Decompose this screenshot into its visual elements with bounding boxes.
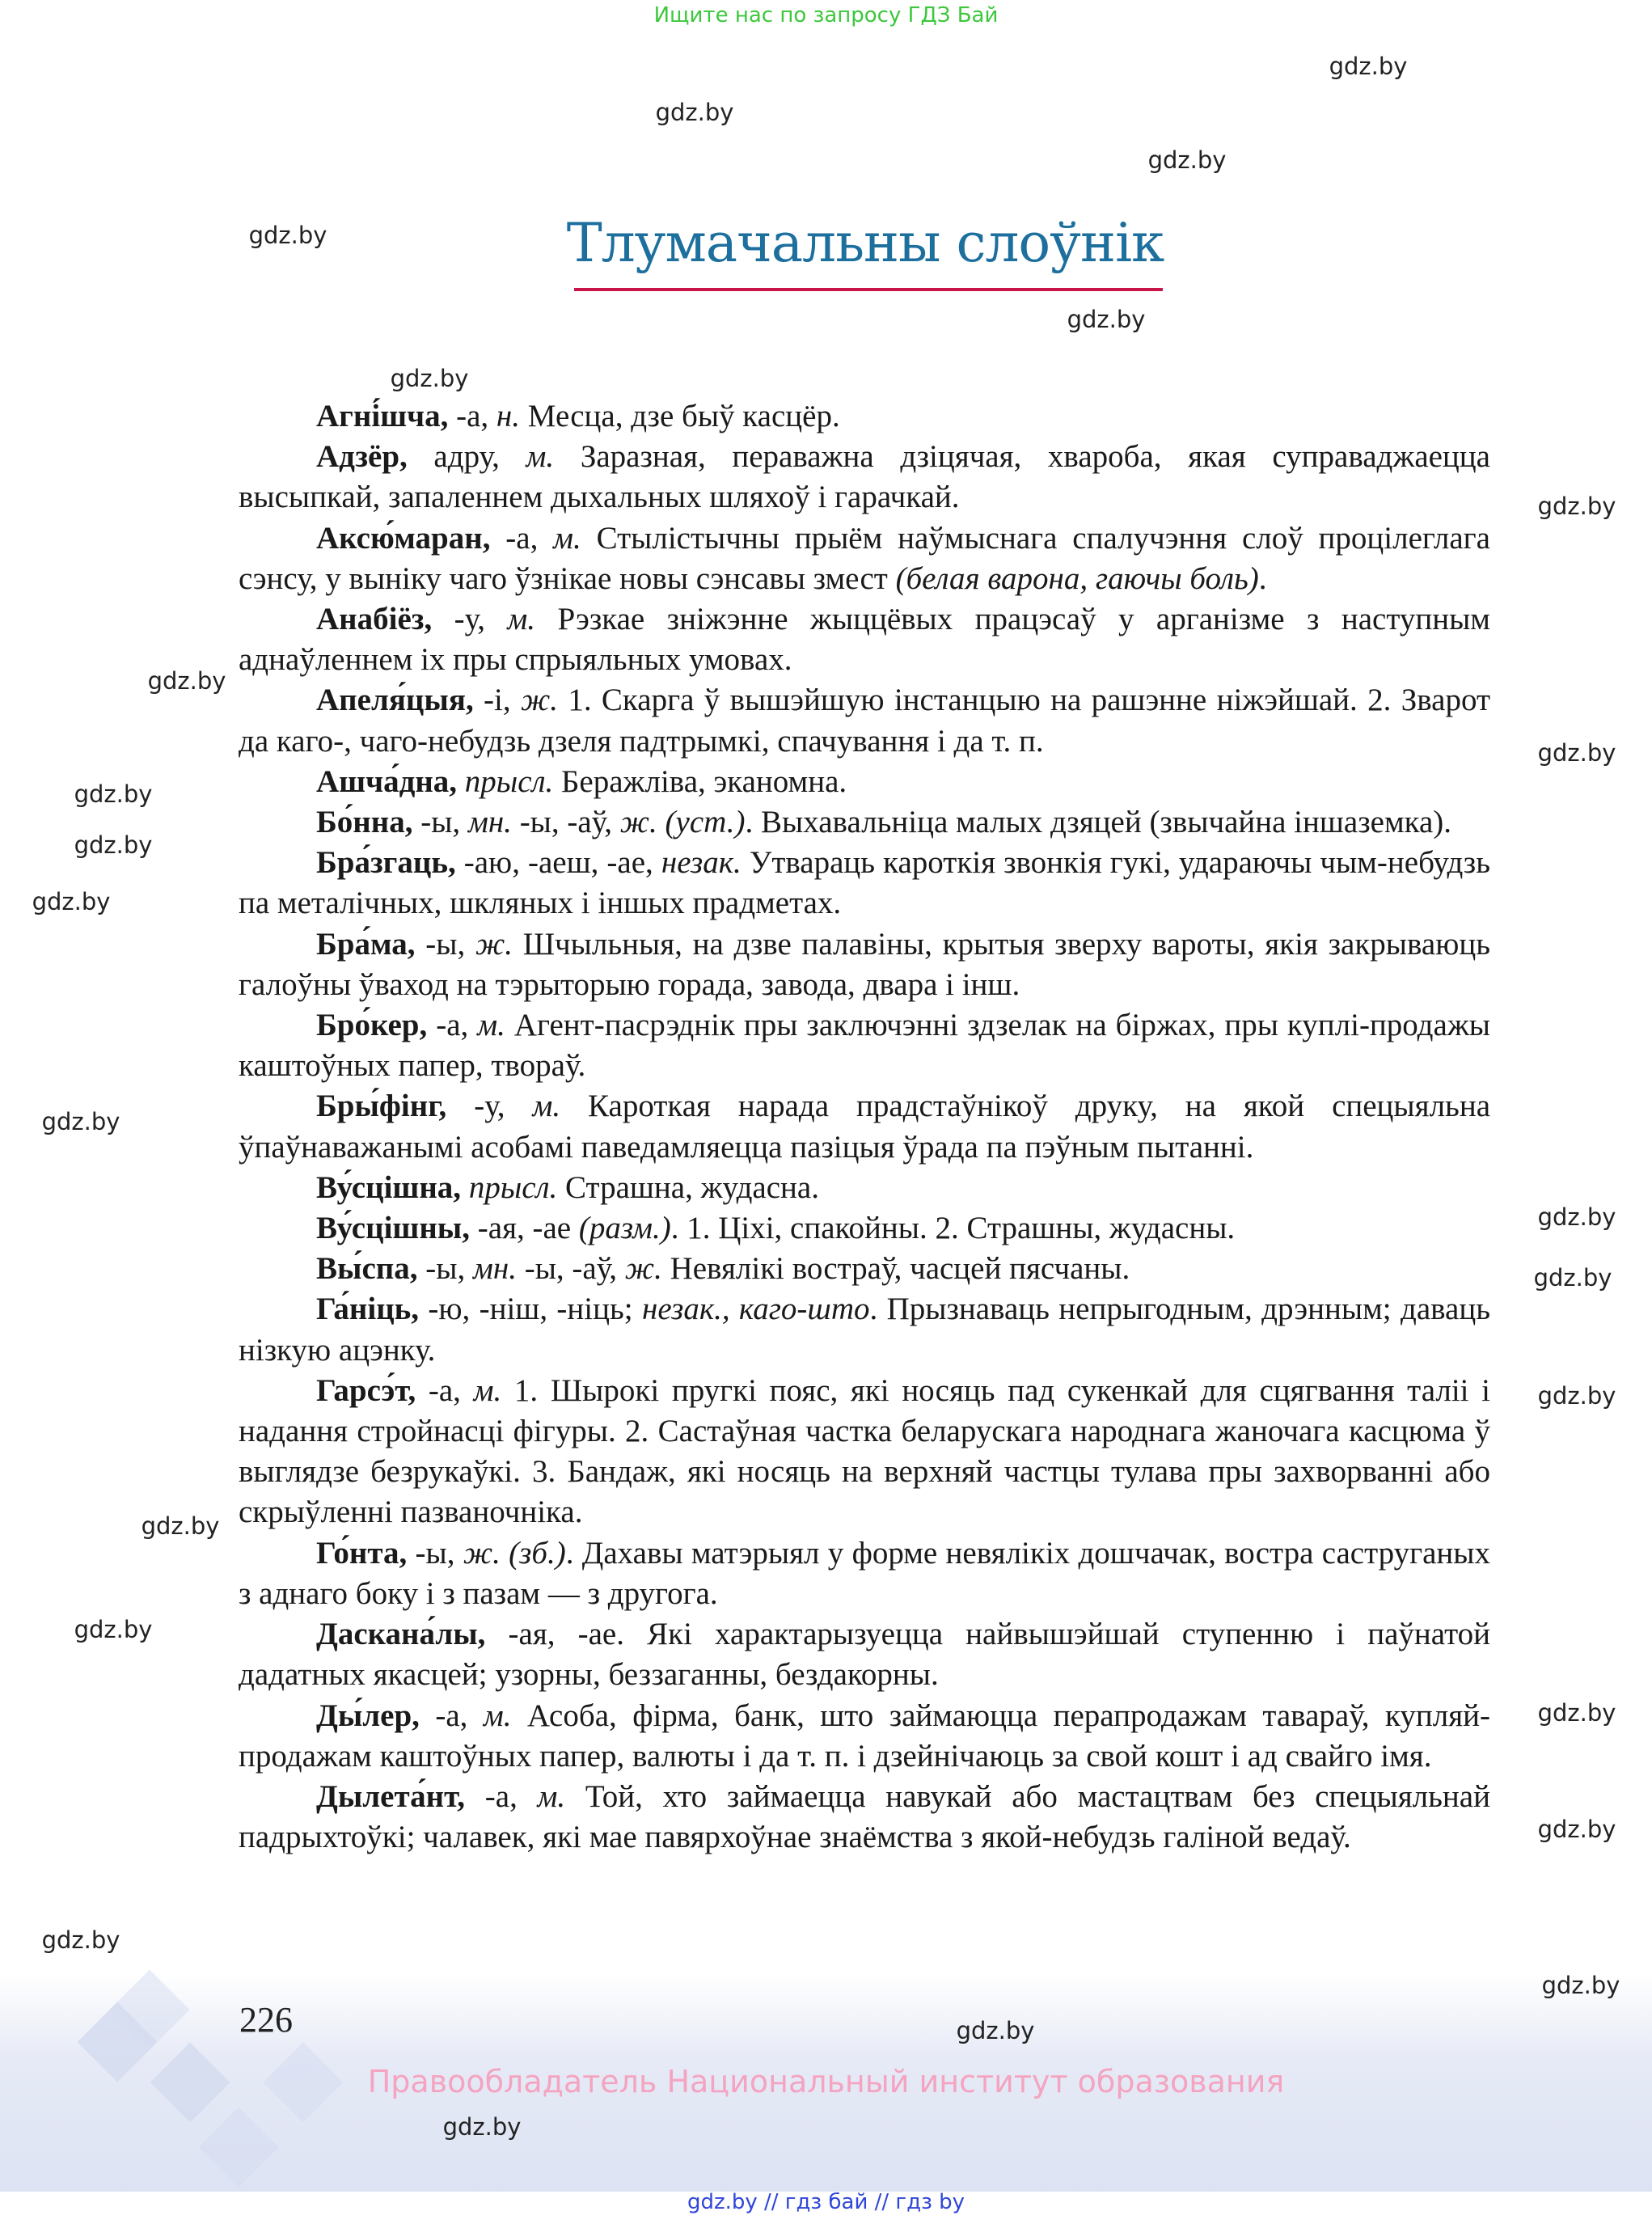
dictionary-entry — [239, 1086, 1490, 1167]
entry-text: . — [1258, 560, 1267, 596]
watermark: gdz.by — [147, 667, 226, 695]
entry-grammar-note: (белая варона, гаючы боль) — [895, 560, 1259, 596]
dictionary-entry — [239, 1696, 1490, 1777]
dictionary-entry — [239, 1005, 1490, 1086]
entry-grammar-note: ж. — [624, 1251, 662, 1287]
entry-grammar-note: мн. — [467, 805, 512, 840]
entry-headword: Га́ніць, — [316, 1292, 420, 1327]
watermark: gdz.by — [1537, 1699, 1616, 1727]
entry-text: Невялікі востраў, часцей пясчаны. — [661, 1251, 1130, 1287]
entry-headword: Гарсэ́т, — [316, 1372, 416, 1408]
watermark: gdz.by — [41, 1926, 120, 1954]
entry-text: -ы, — [417, 1251, 473, 1287]
watermark: gdz.by — [1537, 493, 1616, 520]
entry-headword: Бо́нна, — [316, 805, 413, 840]
entry-headword: Апеля́цыя, — [316, 683, 474, 718]
dictionary-entry — [239, 762, 1490, 802]
dictionary-entry — [239, 437, 1490, 518]
entry-grammar-note: прысл. — [468, 1169, 558, 1205]
entry-headword: Дылета́нт, — [316, 1778, 466, 1814]
entry-headword: Даскана́лы, — [316, 1617, 486, 1652]
watermark: gdz.by — [1533, 1264, 1612, 1292]
dictionary-entry — [239, 518, 1490, 599]
entry-headword: Ву́сцішна, — [316, 1169, 462, 1205]
entry-text: . 1. Ціхі, спакойны. 2. Страшны, жудасны. — [670, 1211, 1236, 1246]
copyright-notice: Правообладатель Национальный институт образования — [367, 2064, 1285, 2099]
entry-headword: Бро́кер, — [316, 1008, 428, 1043]
entry-headword: Го́нта, — [316, 1535, 408, 1571]
entry-text: Кароткая нарада прадстаўнікоў друку, на якой спецыяльна ўпаўнаважанымі асобамі паведамляецца пазіцыя ўрада па пэўным пытанні. — [239, 1089, 1491, 1165]
entry-text: . Дахавы матэрыял у форме невялікіх дошчачак, востра саструганых з аднаго боку і з пазам — з другога. — [239, 1535, 1490, 1611]
entry-text: -а, — [490, 520, 554, 556]
entry-text: Шчыльныя, на дзве палавіны, крытыя зверху вароты, якія закрываюць галоўны ўваход на тэрыторыю горада, завода, двара і інш. — [239, 926, 1490, 1002]
entry-grammar-note: ж. — [520, 683, 558, 718]
watermark: gdz.by — [32, 888, 111, 915]
entry-text: . Выхавальніца малых дзяцей (звычайна іншаземка). — [745, 805, 1452, 840]
dictionary-entry — [239, 1371, 1490, 1533]
entry-text: Страшна, жудасна. — [557, 1169, 819, 1205]
entry-text: Месца, дзе быў касцёр. — [520, 399, 840, 433]
watermark: gdz.by — [1147, 146, 1227, 174]
entry-text: -а, — [419, 1698, 484, 1733]
entry-grammar-note: незак. — [661, 845, 741, 881]
dictionary-entry — [239, 680, 1490, 761]
entry-text: Утвараць кароткія звонкія гукі, удараючы чым-небудзь па металічных, шкляных і іншых прадметах. — [239, 845, 1490, 921]
dictionary-entry — [239, 1777, 1490, 1858]
entry-grammar-note: ж. — [475, 926, 513, 962]
entry-grammar-note: м. — [507, 602, 536, 637]
entry-text: -ы, — [412, 805, 468, 840]
entry-headword: Адзёр, — [316, 439, 408, 475]
entry-text: -і, — [473, 683, 521, 718]
entry-text: -ая, -ае. Які характарызуецца найвышэйшай ступенню і паўнатой дадатных якасцей; узорны, беззаганны, бездакорны. — [239, 1617, 1490, 1693]
watermark: gdz.by — [141, 1512, 220, 1540]
entry-text: -у, — [446, 1089, 533, 1124]
entry-grammar-note: прысл. — [464, 763, 554, 799]
dictionary-entry — [239, 802, 1490, 843]
entry-headword: Ды́лер, — [316, 1698, 420, 1733]
entry-headword: Агні́шча, — [316, 399, 449, 433]
watermark: gdz.by — [1067, 306, 1146, 333]
watermark: gdz.by — [248, 222, 327, 249]
entry-grammar-note: м. — [553, 520, 581, 556]
entry-text: -ы, -аў, — [511, 805, 620, 840]
entry-text: 1. Шырокі пругкі пояс, які носяць пад сукенкай для сцягвання таліі і надання стройнасці фігуры. 2. Састаўная частка беларускага народнага жаночага касцюма ў выглядзе безрукаўкі. 3. Бандаж, які носяць на верхняй частцы тулава пры захворванні або скрыўленні пазваночніка. — [239, 1372, 1490, 1530]
entry-headword: Ву́сцішны, — [316, 1211, 471, 1246]
entry-text: -аю, -аеш, -ае, — [455, 845, 661, 881]
dictionary-entry — [239, 924, 1490, 1005]
entry-text: -а, — [416, 1372, 474, 1408]
dictionary-entry — [239, 843, 1490, 924]
entry-headword: Вы́спа, — [316, 1251, 418, 1287]
watermark: gdz.by — [74, 831, 153, 859]
watermark: gdz.by — [956, 2017, 1035, 2044]
dictionary-entries — [239, 396, 1490, 1858]
entry-text: -ы, — [407, 1535, 463, 1571]
entry-text: Заразная, пераважна дзіцячая, хвароба, якая суправаджаецца высыпкай, запаленнем дыхальных шляхоў і гарачкай. — [239, 439, 1490, 515]
watermark: gdz.by — [1541, 1972, 1620, 1999]
watermark: gdz.by — [1537, 739, 1616, 767]
entry-headword: Аксю́маран, — [316, 520, 491, 556]
entry-text — [461, 1170, 469, 1205]
entry-text: Стылістычны прыём наўмыснага спалучэння слоў процілеглага сэнсу, у выніку чаго ўзнікае новы сэнсавы змест — [239, 520, 1490, 596]
entry-grammar-note: ж. (уст.) — [619, 805, 746, 840]
watermark: gdz.by — [74, 780, 153, 808]
entry-text: -у, — [432, 602, 508, 637]
watermark: gdz.by — [41, 1108, 120, 1135]
entry-grammar-note: ж. (зб.) — [463, 1535, 566, 1571]
watermark: gdz.by — [1329, 53, 1408, 80]
footer-links[interactable]: gdz.by // гдз бай // гдз by — [687, 2190, 965, 2214]
dictionary-entry — [239, 1168, 1490, 1208]
entry-text: -ы, -аў, — [516, 1251, 625, 1287]
dictionary-entry — [239, 1208, 1490, 1249]
entry-grammar-note: мн. — [472, 1251, 517, 1287]
entry-grammar-note: м. — [526, 439, 555, 475]
entry-grammar-note: м. — [532, 1089, 561, 1124]
entry-text: Той, хто займаецца навукай або мастацтвам без спецыяльнай падрыхтоўкі; чалавек, які мае павярхоўнае знаёмства з якой-небудзь галіной ведаў. — [239, 1778, 1490, 1855]
entry-text: Беражліва, эканомна. — [553, 763, 847, 799]
entry-headword: Анабіёз, — [316, 602, 433, 637]
entry-text: Асоба, фірма, банк, што займаюцца перапродажам тавараў, купляй-продажам каштоўных папер, валюты і да т. п. і дзейнічаюць за свой кошт і ад свайго імя. — [239, 1698, 1490, 1774]
watermark: gdz.by — [74, 1616, 153, 1643]
entry-text — [457, 764, 465, 799]
watermark: gdz.by — [390, 365, 469, 392]
entry-grammar-note: н. — [496, 399, 521, 433]
entry-grammar-note: незак., каго-што — [641, 1292, 870, 1327]
entry-headword: Бра́згаць, — [316, 845, 456, 881]
watermark: gdz.by — [1537, 1816, 1616, 1843]
entry-grammar-note: м. — [473, 1372, 502, 1408]
dictionary-entry — [239, 599, 1490, 680]
watermark: gdz.by — [1537, 1382, 1616, 1410]
entry-headword: Бры́фінг, — [316, 1089, 447, 1124]
dictionary-entry — [239, 1614, 1490, 1695]
entry-grammar-note: м. — [477, 1008, 505, 1043]
dictionary-entry — [239, 1249, 1490, 1289]
entry-text: Агент-пасрэднік пры заключэнні здзелак на біржах, пры куплі-продажы каштоўных папер, твораў. — [239, 1008, 1490, 1084]
entry-text: -а, — [448, 399, 496, 433]
entry-text: -ы, — [415, 926, 475, 962]
entry-headword: Ашча́дна, — [316, 763, 458, 799]
title-underline — [574, 288, 1163, 291]
page-number: 226 — [239, 2000, 293, 2040]
entry-text: 1. Скарга ў вышэйшую інстанцыю на рашэнне ніжэйшай. 2. Зварот да каго-, чаго-небудзь дзеля падтрымкі, спачування і да т. п. — [239, 683, 1490, 759]
entry-grammar-note: м. — [483, 1698, 512, 1733]
page-title: Тлумачальны слоўнік — [566, 212, 1164, 274]
watermark: gdz.by — [442, 2113, 522, 2141]
dictionary-entry — [239, 396, 1490, 437]
entry-text: -ю, -ніш, -ніць; — [419, 1292, 642, 1327]
entry-text: адру, — [407, 439, 526, 475]
entry-text: -а, — [465, 1778, 538, 1814]
entry-text: . Прызнаваць непрыгодным, дрэнным; даваць нізкую ацэнку. — [239, 1292, 1490, 1368]
entry-text: -а, — [427, 1008, 478, 1043]
entry-text: Рэзкае зніжэнне жыццёвых працэсаў у арганізме з наступным аднаўленнем іх пры спрыяльных умовах. — [239, 602, 1490, 678]
search-banner: Ищите нас по запросу ГДЗ Бай — [653, 3, 999, 27]
watermark: gdz.by — [655, 99, 734, 126]
entry-text: -ая, -ае — [470, 1211, 579, 1246]
dictionary-entry — [239, 1289, 1490, 1370]
watermark: gdz.by — [1537, 1203, 1616, 1231]
decorative-diamond — [199, 2108, 279, 2188]
entry-headword: Бра́ма, — [316, 926, 416, 962]
entry-grammar-note: (разм.) — [578, 1211, 671, 1246]
entry-grammar-note: м. — [537, 1778, 566, 1814]
dictionary-entry — [239, 1533, 1490, 1614]
